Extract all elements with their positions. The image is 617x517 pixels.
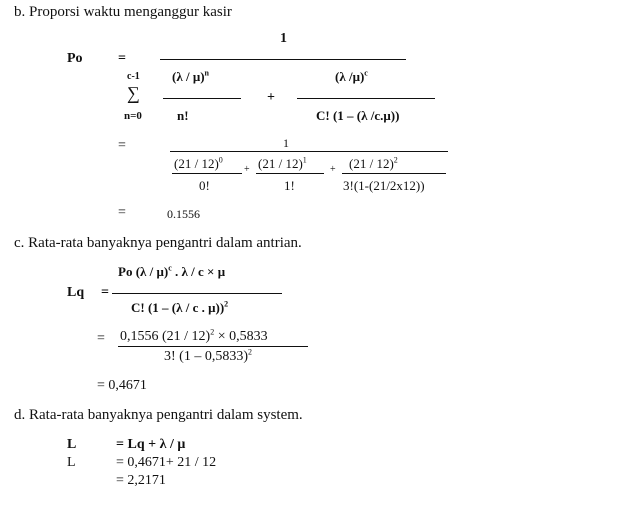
lq-result: = 0,4671 xyxy=(97,378,147,393)
t1-fraction-bar xyxy=(172,173,242,174)
equals-sign: = xyxy=(97,331,105,346)
lq-numerator-values: 0,1556 (21 / 12)$^2$ × 0,5833 xyxy=(120,327,268,344)
term2-fraction-bar xyxy=(297,98,435,99)
plus-sign: + xyxy=(244,164,250,175)
l-substitution: = 0,4671+ 21 / 12 xyxy=(116,455,217,470)
equals-sign: = xyxy=(118,138,126,153)
t3-fraction-bar xyxy=(342,173,446,174)
outer-fraction-bar xyxy=(170,151,448,152)
section-d-heading: d. Rata-rata banyaknya pengantri dalam system. xyxy=(14,407,303,423)
t3-denominator: 3!(1-(21/2x12)) xyxy=(343,178,425,193)
t2-numerator: (21 / 12)$^1$ xyxy=(258,155,307,171)
l-label: L xyxy=(67,437,77,452)
term2-numerator: (λ /μ)$^c$ xyxy=(335,68,368,84)
t1-denominator: 0! xyxy=(199,178,210,193)
lq-denominator: C! (1 – (λ / c . μ))$^2$ xyxy=(131,299,229,315)
section-c-heading: c. Rata-rata banyaknya pengantri dalam antrian. xyxy=(14,235,302,251)
sum-lower-limit: n=0 xyxy=(124,110,142,122)
numerator-one: 1 xyxy=(283,136,289,150)
t3-numerator: (21 / 12)$^2$ xyxy=(349,155,398,171)
l-result: = 2,2171 xyxy=(116,473,166,488)
l-formula: = Lq + λ / μ xyxy=(116,437,186,452)
main-fraction-bar xyxy=(160,59,406,60)
term1-numerator: (λ / μ)$^n$ xyxy=(172,68,209,84)
plus-sign: + xyxy=(330,164,336,175)
l-label: L xyxy=(67,455,76,470)
equals-sign: = xyxy=(118,205,126,220)
lq-denominator-values: 3! (1 – 0,5833)$^2$ xyxy=(164,347,252,364)
section-b-heading: b. Proporsi waktu menganggur kasir xyxy=(14,4,232,20)
lq-numerator: Po (λ / μ)$^c$ . λ / c × μ xyxy=(118,263,226,279)
term2-denominator: C! (1 – (λ /c.μ)) xyxy=(316,108,400,123)
sum-upper-limit: c-1 xyxy=(127,71,140,82)
t2-fraction-bar xyxy=(256,173,324,174)
po-label: Po xyxy=(67,51,83,66)
equals-sign: = xyxy=(118,51,126,66)
lq-fraction-bar xyxy=(112,293,282,294)
t2-denominator: 1! xyxy=(284,178,295,193)
numerator-one: 1 xyxy=(280,31,287,46)
term1-denominator: n! xyxy=(177,108,189,123)
lq-label: Lq xyxy=(67,285,85,300)
plus-sign: + xyxy=(267,90,275,105)
sum-symbol: ∑ xyxy=(127,83,140,103)
equals-sign: = xyxy=(101,285,109,300)
term1-fraction-bar xyxy=(163,98,241,99)
result-value: 0.1556 xyxy=(167,207,200,221)
lq-values-fraction-bar xyxy=(118,346,308,347)
t1-numerator: (21 / 12)$^0$ xyxy=(174,155,223,171)
